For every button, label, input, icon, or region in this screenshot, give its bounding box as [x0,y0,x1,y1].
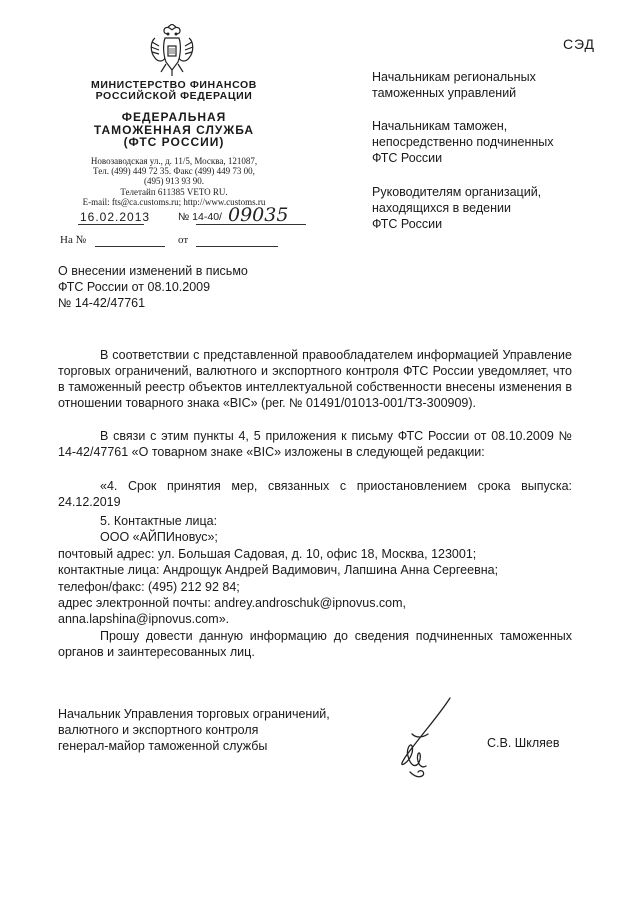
ministry-name [58,80,290,102]
body-postal-address: почтовый адрес: ул. Большая Садовая, д. 10, офис 18, Москва, 123001; [58,547,477,561]
service-line: ТАМОЖЕННАЯ СЛУЖБА [93,122,255,137]
address-line: E-mail: fts@ca.customs.ru; http://www.customs.ru [82,196,266,207]
registration-number-handwritten: 09035 [228,204,289,226]
body-paragraph-1: В соответствии с представленной правообладателем информацией Управление торговых ограничений, валютного и экспортного контроля ФТС России уведомляет, что в таможенный реестр объектов интеллектуальной собственности внесены изменения в отношении товарного знака «BIC» (рег. № 01491/01013-001/ТЗ-300909). [58,348,572,410]
signatory-name: С.В. Шкляев [487,736,560,750]
signatory-line: Начальник Управления торговых ограничений, [58,707,330,721]
body-company: ООО «АЙПИновус»; [100,530,218,544]
body-phone: телефон/факс: (495) 212 92 84; [58,580,240,594]
subject-line: О внесении изменений в письмо [58,264,248,278]
address-line: Тел. (499) 449 72 35. Факс (499) 449 73 00, [93,166,255,177]
subject-line: ФТС России от 08.10.2009 [58,280,211,294]
service-line: ФЕДЕРАЛЬНАЯ [121,110,227,124]
body-email: адрес электронной почты: andrey.androschuk@ipnovus.com, [58,596,407,610]
sed-mark: СЭД [563,36,596,52]
number-underline [196,224,306,225]
addressee-customs [372,118,622,166]
address-line: (495) 913 93 90. [144,176,204,187]
reference-date-label: от [178,234,189,246]
addressee-line: таможенных управлений [372,86,517,100]
body-contact-persons: контактные лица: Андрощук Андрей Вадимович, Лапшина Анна Сергеевна; [58,563,499,577]
signatory-title [58,706,358,754]
addressee-line: ФТС России [372,151,443,165]
ministry-line: МИНИСТЕРСТВО ФИНАНСОВ [91,79,257,91]
service-line: (ФТС РОССИИ) [123,135,225,149]
addressee-regional [372,69,622,101]
body-email-2: anna.lapshina@ipnovus.com». [58,612,230,626]
addressee-organizations [372,184,622,232]
addressee-line: непосредственно подчиненных [372,135,554,149]
registration-date: 16.02.2013 [80,210,151,224]
reference-number-label: На № [60,234,87,246]
addressee-line: находящихся в ведении [372,201,511,215]
body-paragraph-3: «4. Срок принятия мер, связанных с приостановлением срока выпуска: 24.12.2019 [58,479,572,509]
coat-of-arms-emblem [147,24,197,78]
ministry-line: РОССИЙСКОЙ ФЕДЕРАЦИИ [95,90,253,102]
signatory-line: генерал-майор таможенной службы [58,739,268,753]
service-address [58,156,290,207]
body-paragraph-2: В связи с этим пункты 4, 5 приложения к письму ФТС России от 08.10.2009 № 14-42/47761 «О товарном знаке «BIC» изложены в следующей редакции: [58,429,572,459]
addressee-line: Начальникам таможен, [372,119,508,133]
addressee-line: ФТС России [372,217,443,231]
service-name [58,111,290,149]
addressee-line: Начальникам региональных [372,70,536,84]
reference-date-blank [196,246,278,247]
body-request: Прошу довести данную информацию до сведения подчиненных таможенных органов и заинтересованных лиц. [58,629,572,659]
addressee-line: Руководителям организаций, [372,185,542,199]
handwritten-signature [392,694,462,784]
letter-subject [58,263,318,311]
signatory-line: валютного и экспортного контроля [58,723,259,737]
address-line: Телетайп 611385 VETO RU. [120,186,228,197]
body-contacts-heading: 5. Контактные лица: [100,514,218,528]
registration-number-prefix: № 14-40/ [178,211,222,223]
reference-number-blank [95,246,165,247]
address-line: Новозаводская ул., д. 11/5, Москва, 121087, [90,156,258,166]
subject-line: № 14-42/47761 [58,296,146,310]
